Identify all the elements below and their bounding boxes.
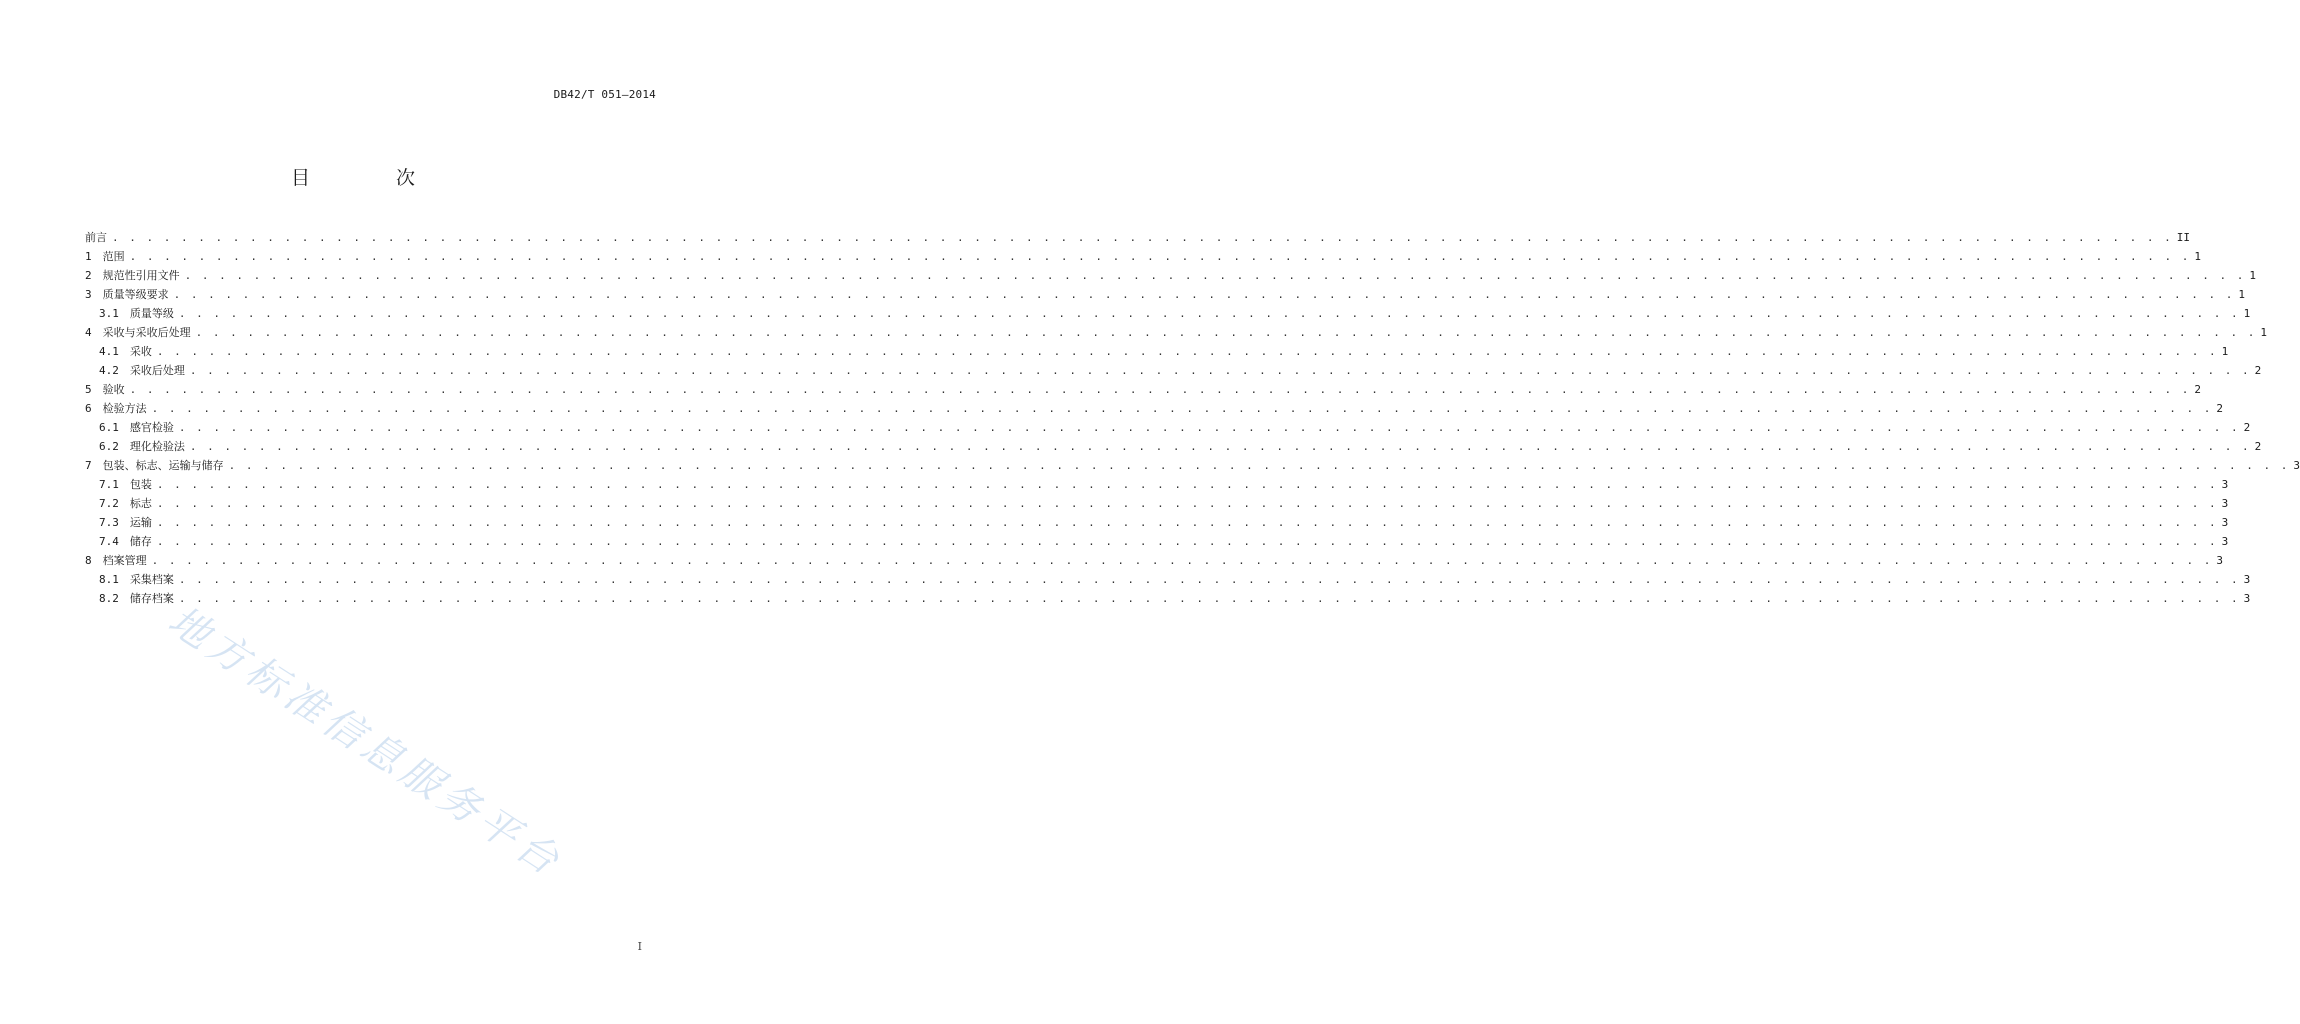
toc-entry[interactable] xyxy=(85,361,2262,380)
toc-leader-dots: . . . . . . . . . . . . . . . . . . . . . . . . . . . . . . . . . . . . . . . . . . . . . . . . . . . . . . . . . . . . . . . . . . . . . . . . . . . . . . . . . . . . . . . . . . . . . . . . . . . . . . . . . . . . . . . . . . . . . . . . xyxy=(228,459,2290,472)
toc-entry-page: 1 xyxy=(2243,307,2251,320)
toc-leader-dots: . . . . . . . . . . . . . . . . . . . . . . . . . . . . . . . . . . . . . . . . . . . . . . . . . . . . . . . . . . . . . . . . . . . . . . . . . . . . . . . . . . . . . . . . . . . . . . . . . . . . . . . . . . . . . . . . . . . . . . . . xyxy=(173,288,2235,301)
toc-entry-number: 7 xyxy=(85,459,92,472)
toc-entry-label: 储存档案 xyxy=(129,592,174,605)
toc-entry-number: 1 xyxy=(85,250,92,263)
toc-entry-label: 采收后处理 xyxy=(129,364,185,377)
toc-entry-page: 3 xyxy=(2243,592,2251,605)
toc-entry-page: 3 xyxy=(2221,516,2229,529)
toc-entry-number: 6 xyxy=(85,402,92,415)
toc-entry-number: 3.1 xyxy=(99,307,119,320)
toc-entry-number: 3 xyxy=(85,288,92,301)
toc-entry-page: 3 xyxy=(2221,535,2229,548)
toc-leader-dots: . . . . . . . . . . . . . . . . . . . . . . . . . . . . . . . . . . . . . . . . . . . . . . . . . . . . . . . . . . . . . . . . . . . . . . . . . . . . . . . . . . . . . . . . . . . . . . . . . . . . . . . . . . . . . . . . . . . . . . . . xyxy=(156,535,2218,548)
toc-entry-page: 1 xyxy=(2238,288,2246,301)
toc-entry[interactable] xyxy=(85,570,2251,589)
toc-entry-label: 规范性引用文件 xyxy=(102,269,180,282)
toc-entry[interactable] xyxy=(85,228,2191,247)
toc-leader-dots: . . . . . . . . . . . . . . . . . . . . . . . . . . . . . . . . . . . . . . . . . . . . . . . . . . . . . . . . . . . . . . . . . . . . . . . . . . . . . . . . . . . . . . . . . . . . . . . . . . . . . . . . . . . . . . . . . . . . . . . . xyxy=(156,497,2218,510)
toc-entry-label: 运输 xyxy=(129,516,152,529)
toc-leader-dots: . . . . . . . . . . . . . . . . . . . . . . . . . . . . . . . . . . . . . . . . . . . . . . . . . . . . . . . . . . . . . . . . . . . . . . . . . . . . . . . . . . . . . . . . . . . . . . . . . . . . . . . . . . . . . . . . . . . . . . . . xyxy=(112,231,2173,244)
toc-entry[interactable] xyxy=(85,323,2268,342)
toc-entry[interactable] xyxy=(85,513,2229,532)
toc-entry-number: 7.2 xyxy=(99,497,119,510)
toc-entry[interactable] xyxy=(85,494,2229,513)
toc-leader-dots: . . . . . . . . . . . . . . . . . . . . . . . . . . . . . . . . . . . . . . . . . . . . . . . . . . . . . . . . . . . . . . . . . . . . . . . . . . . . . . . . . . . . . . . . . . . . . . . . . . . . . . . . . . . . . . . . . . . . . . . . xyxy=(189,364,2251,377)
toc-leader-dots: . . . . . . . . . . . . . . . . . . . . . . . . . . . . . . . . . . . . . . . . . . . . . . . . . . . . . . . . . . . . . . . . . . . . . . . . . . . . . . . . . . . . . . . . . . . . . . . . . . . . . . . . . . . . . . . . . . . . . . . . xyxy=(151,554,2213,567)
toc-entry[interactable] xyxy=(85,266,2257,285)
toc-entry-label: 标志 xyxy=(129,497,152,510)
toc-entry-label: 采收与采收后处理 xyxy=(102,326,191,339)
toc-leader-dots: . . . . . . . . . . . . . . . . . . . . . . . . . . . . . . . . . . . . . . . . . . . . . . . . . . . . . . . . . . . . . . . . . . . . . . . . . . . . . . . . . . . . . . . . . . . . . . . . . . . . . . . . . . . . . . . . . . . . . . . . xyxy=(178,307,2240,320)
toc-entry-page: 1 xyxy=(2260,326,2268,339)
toc-entry-number: 4.2 xyxy=(99,364,119,377)
toc-entry-number: 6.1 xyxy=(99,421,119,434)
toc-leader-dots: . . . . . . . . . . . . . . . . . . . . . . . . . . . . . . . . . . . . . . . . . . . . . . . . . . . . . . . . . . . . . . . . . . . . . . . . . . . . . . . . . . . . . . . . . . . . . . . . . . . . . . . . . . . . . . . . . . . . . . . . xyxy=(184,269,2246,282)
document-code: DB42/T 051—2014 xyxy=(553,88,656,101)
toc-entry-number: 4.1 xyxy=(99,345,119,358)
toc-entry-page: 2 xyxy=(2194,383,2202,396)
watermark: 地方标准信息服务平台 xyxy=(160,597,571,887)
toc-leader-dots: . . . . . . . . . . . . . . . . . . . . . . . . . . . . . . . . . . . . . . . . . . . . . . . . . . . . . . . . . . . . . . . . . . . . . . . . . . . . . . . . . . . . . . . . . . . . . . . . . . . . . . . . . . . . . . . . . . . . . . . . xyxy=(178,573,2240,586)
page-number: I xyxy=(637,940,642,953)
toc-entry-label: 范围 xyxy=(102,250,125,263)
toc-entry[interactable] xyxy=(85,380,2202,399)
toc-leader-dots: . . . . . . . . . . . . . . . . . . . . . . . . . . . . . . . . . . . . . . . . . . . . . . . . . . . . . . . . . . . . . . . . . . . . . . . . . . . . . . . . . . . . . . . . . . . . . . . . . . . . . . . . . . . . . . . . . . . . . . . . xyxy=(129,250,2191,263)
toc-entry-number: 5 xyxy=(85,383,92,396)
toc-entry-number: 8.2 xyxy=(99,592,119,605)
toc-entry[interactable] xyxy=(85,342,2229,361)
toc-leader-dots: . . . . . . . . . . . . . . . . . . . . . . . . . . . . . . . . . . . . . . . . . . . . . . . . . . . . . . . . . . . . . . . . . . . . . . . . . . . . . . . . . . . . . . . . . . . . . . . . . . . . . . . . . . . . . . . . . . . . . . . . xyxy=(156,345,2218,358)
toc-entry-number: 8.1 xyxy=(99,573,119,586)
toc-entry-number: 7.3 xyxy=(99,516,119,529)
toc-entry[interactable] xyxy=(85,475,2229,494)
toc-entry-number: 2 xyxy=(85,269,92,282)
toc-entry-number: 7.1 xyxy=(99,478,119,491)
toc-entry[interactable] xyxy=(85,304,2251,323)
toc-entry-page: 3 xyxy=(2216,554,2224,567)
toc-leader-dots: . . . . . . . . . . . . . . . . . . . . . . . . . . . . . . . . . . . . . . . . . . . . . . . . . . . . . . . . . . . . . . . . . . . . . . . . . . . . . . . . . . . . . . . . . . . . . . . . . . . . . . . . . . . . . . . . . . . . . . . . xyxy=(178,592,2240,605)
toc-entry-label: 采集档案 xyxy=(129,573,174,586)
toc-entry-page: 1 xyxy=(2249,269,2257,282)
toc-entry[interactable] xyxy=(85,437,2262,456)
toc-entry-label: 包装 xyxy=(129,478,152,491)
toc-entry[interactable] xyxy=(85,399,2224,418)
toc-entry[interactable] xyxy=(85,418,2251,437)
toc-entry-label: 验收 xyxy=(102,383,125,396)
toc-entry[interactable] xyxy=(85,456,2300,475)
table-of-contents xyxy=(85,228,2300,608)
toc-entry-number: 8 xyxy=(85,554,92,567)
toc-entry-label: 理化检验法 xyxy=(129,440,185,453)
toc-entry-label: 采收 xyxy=(129,345,152,358)
toc-entry-label: 感官检验 xyxy=(129,421,174,434)
toc-entry-label: 包装、标志、运输与储存 xyxy=(102,459,224,472)
toc-leader-dots: . . . . . . . . . . . . . . . . . . . . . . . . . . . . . . . . . . . . . . . . . . . . . . . . . . . . . . . . . . . . . . . . . . . . . . . . . . . . . . . . . . . . . . . . . . . . . . . . . . . . . . . . . . . . . . . . . . . . . . . . xyxy=(156,478,2218,491)
toc-leader-dots: . . . . . . . . . . . . . . . . . . . . . . . . . . . . . . . . . . . . . . . . . . . . . . . . . . . . . . . . . . . . . . . . . . . . . . . . . . . . . . . . . . . . . . . . . . . . . . . . . . . . . . . . . . . . . . . . . . . . . . . . xyxy=(156,516,2218,529)
toc-entry-label: 检验方法 xyxy=(102,402,147,415)
toc-leader-dots: . . . . . . . . . . . . . . . . . . . . . . . . . . . . . . . . . . . . . . . . . . . . . . . . . . . . . . . . . . . . . . . . . . . . . . . . . . . . . . . . . . . . . . . . . . . . . . . . . . . . . . . . . . . . . . . . . . . . . . . . xyxy=(151,402,2213,415)
toc-entry-page: 3 xyxy=(2243,573,2251,586)
toc-entry-page: 1 xyxy=(2194,250,2202,263)
toc-entry-page: II xyxy=(2176,231,2191,244)
toc-entry-page: 2 xyxy=(2243,421,2251,434)
toc-entry-page: 3 xyxy=(2221,478,2229,491)
toc-entry-number: 6.2 xyxy=(99,440,119,453)
toc-leader-dots: . . . . . . . . . . . . . . . . . . . . . . . . . . . . . . . . . . . . . . . . . . . . . . . . . . . . . . . . . . . . . . . . . . . . . . . . . . . . . . . . . . . . . . . . . . . . . . . . . . . . . . . . . . . . . . . . . . . . . . . . xyxy=(195,326,2257,339)
toc-entry-page: 2 xyxy=(2254,440,2262,453)
toc-leader-dots: . . . . . . . . . . . . . . . . . . . . . . . . . . . . . . . . . . . . . . . . . . . . . . . . . . . . . . . . . . . . . . . . . . . . . . . . . . . . . . . . . . . . . . . . . . . . . . . . . . . . . . . . . . . . . . . . . . . . . . . . xyxy=(129,383,2191,396)
toc-entry[interactable] xyxy=(85,247,2202,266)
toc-entry[interactable] xyxy=(85,285,2246,304)
toc-entry-page: 1 xyxy=(2221,345,2229,358)
toc-entry-page: 2 xyxy=(2216,402,2224,415)
toc-entry-label: 储存 xyxy=(129,535,152,548)
toc-entry[interactable] xyxy=(85,589,2251,608)
toc-entry[interactable] xyxy=(85,551,2224,570)
toc-entry-label: 前言 xyxy=(85,231,107,244)
toc-entry-page: 2 xyxy=(2254,364,2262,377)
toc-leader-dots: . . . . . . . . . . . . . . . . . . . . . . . . . . . . . . . . . . . . . . . . . . . . . . . . . . . . . . . . . . . . . . . . . . . . . . . . . . . . . . . . . . . . . . . . . . . . . . . . . . . . . . . . . . . . . . . . . . . . . . . . xyxy=(178,421,2240,434)
toc-entry-label: 档案管理 xyxy=(102,554,147,567)
toc-entry-page: 3 xyxy=(2293,459,2300,472)
toc-entry-number: 4 xyxy=(85,326,92,339)
toc-entry-number: 7.4 xyxy=(99,535,119,548)
toc-leader-dots: . . . . . . . . . . . . . . . . . . . . . . . . . . . . . . . . . . . . . . . . . . . . . . . . . . . . . . . . . . . . . . . . . . . . . . . . . . . . . . . . . . . . . . . . . . . . . . . . . . . . . . . . . . . . . . . . . . . . . . . . xyxy=(189,440,2251,453)
toc-entry-label: 质量等级 xyxy=(129,307,174,320)
toc-entry-label: 质量等级要求 xyxy=(102,288,169,301)
toc-entry-page: 3 xyxy=(2221,497,2229,510)
toc-entry[interactable] xyxy=(85,532,2229,551)
page-title: 目 次 xyxy=(290,167,456,189)
